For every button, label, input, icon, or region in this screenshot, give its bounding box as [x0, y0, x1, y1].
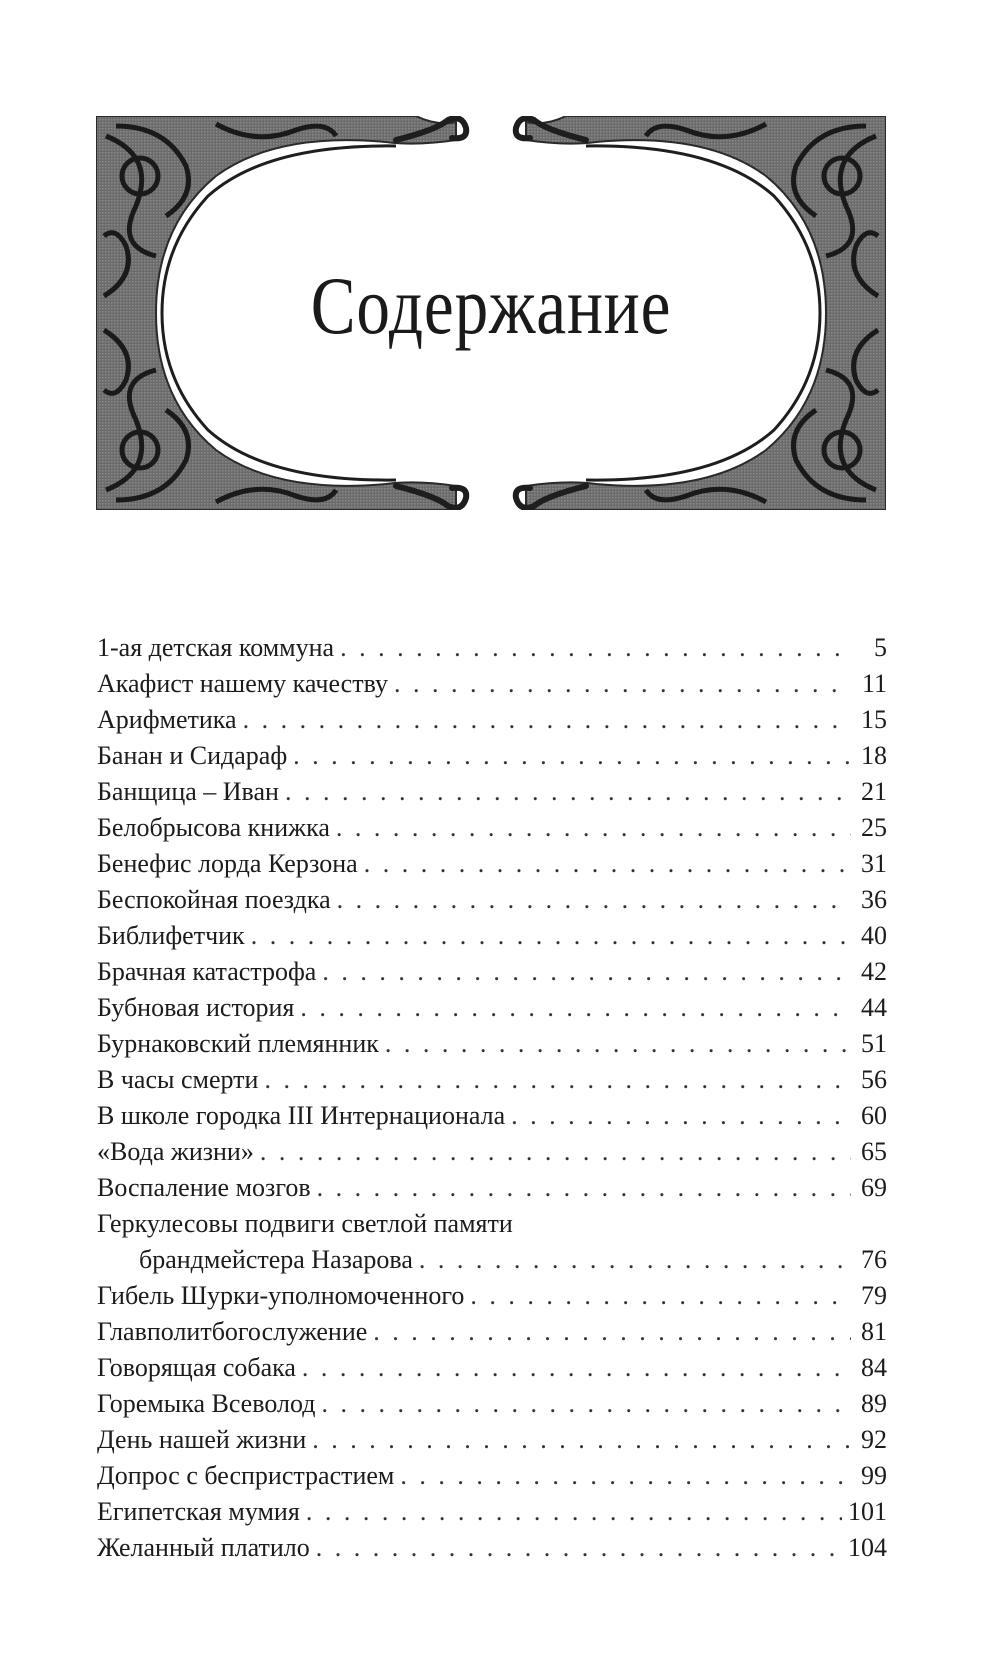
dot-leader [419, 1242, 851, 1278]
toc-entry-title: Главполитбогослужение [97, 1317, 368, 1346]
toc-entry-page-number: 51 [861, 1029, 887, 1058]
toc-entry [97, 702, 887, 738]
toc-entry [97, 666, 887, 702]
dot-leader [340, 630, 851, 666]
toc-entry-title: Горемыка Всеволод [97, 1389, 316, 1418]
dot-leader [316, 1530, 842, 1566]
toc-entry-page-number: 56 [861, 1065, 887, 1094]
dot-leader [264, 1062, 851, 1098]
toc-entry [97, 1350, 887, 1386]
dot-leader [511, 1098, 851, 1134]
toc-entry-title: Арифметика [97, 705, 237, 734]
toc-entry-title-continuation: брандмейстера Назарова [139, 1245, 413, 1274]
dot-leader [300, 990, 851, 1026]
toc-entry [97, 1170, 887, 1206]
toc-entry-title: Белобрысова книжка [97, 813, 330, 842]
toc-entry-page-number: 99 [861, 1461, 887, 1490]
dot-leader [306, 1494, 842, 1530]
toc-entry-page-number: 92 [861, 1425, 887, 1454]
dot-leader [302, 1350, 851, 1386]
toc-entry-page-number: 89 [861, 1389, 887, 1418]
toc-entry-continuation [97, 1242, 887, 1278]
toc-entry-page-number: 40 [861, 921, 887, 950]
toc-entry-title: Гибель Шурки-уполномоченного [97, 1281, 465, 1310]
toc-entry-page-number: 104 [848, 1533, 887, 1562]
toc-entry-page-number: 36 [861, 885, 887, 914]
toc-entry-page-number: 69 [861, 1173, 887, 1202]
toc-entry-title: Банан и Сидараф [97, 741, 288, 770]
toc-entry-title: В часы смерти [97, 1065, 259, 1094]
toc-entry-page-number: 79 [861, 1281, 887, 1310]
toc-entry [97, 1206, 887, 1242]
toc-entry [97, 1314, 887, 1350]
toc-entry-page-number: 42 [861, 957, 887, 986]
toc-entry-page-number: 5 [874, 633, 887, 662]
toc-entry [97, 1386, 887, 1422]
toc-entry-page-number: 101 [848, 1497, 887, 1526]
toc-entry [97, 738, 887, 774]
toc-entry-title: Допрос с беспристрастием [97, 1461, 395, 1490]
dot-leader [322, 954, 851, 990]
toc-entry-title: Библифетчик [97, 921, 245, 950]
dot-leader [317, 1170, 851, 1206]
toc-entry-page-number: 25 [861, 813, 887, 842]
dot-leader [251, 918, 851, 954]
toc-entry-page-number: 21 [861, 777, 887, 806]
dot-leader [337, 882, 851, 918]
toc-entry-title: Бубновая история [97, 993, 295, 1022]
dot-leader [321, 1386, 851, 1422]
toc-entry [97, 1278, 887, 1314]
toc-entry-page-number: 76 [861, 1245, 887, 1274]
toc-entry-page-number: 84 [861, 1353, 887, 1382]
toc-entry [97, 1134, 887, 1170]
dot-leader [336, 810, 851, 846]
toc-entry-title: Бенефис лорда Керзона [97, 849, 358, 878]
toc-entry [97, 1530, 887, 1566]
toc-entry-title: День нашей жизни [97, 1425, 307, 1454]
dot-leader [400, 1458, 851, 1494]
toc-entry [97, 1422, 887, 1458]
toc-entry [97, 918, 887, 954]
toc-entry [97, 1062, 887, 1098]
toc-entry-title: Брачная катастрофа [97, 957, 317, 986]
dot-leader [373, 1314, 851, 1350]
toc-entry-page-number: 81 [861, 1317, 887, 1346]
toc-entry [97, 810, 887, 846]
dot-leader [260, 1134, 851, 1170]
toc-entry-title: «Вода жизни» [97, 1137, 254, 1166]
toc-entry-title: Банщица – Иван [97, 777, 279, 806]
toc-entry-title: Желанный платило [97, 1533, 310, 1562]
toc-entry-page-number: 31 [861, 849, 887, 878]
toc-entry [97, 774, 887, 810]
toc-entry-page-number: 15 [861, 705, 887, 734]
table-of-contents [97, 630, 887, 1566]
dot-leader [394, 666, 851, 702]
toc-entry [97, 882, 887, 918]
dot-leader [470, 1278, 851, 1314]
toc-entry-page-number: 65 [861, 1137, 887, 1166]
toc-entry-title: Воспаление мозгов [97, 1173, 311, 1202]
toc-entry [97, 1026, 887, 1062]
toc-entry [97, 630, 887, 666]
toc-entry-page-number: 11 [861, 669, 887, 698]
dot-leader [385, 1026, 851, 1062]
toc-entry-title: Бурнаковский племянник [97, 1029, 379, 1058]
toc-entry-title: Беспокойная поездка [97, 885, 331, 914]
dot-leader [243, 702, 851, 738]
toc-entry-title: Акафист нашему качеству [97, 669, 388, 698]
toc-entry-title: Говорящая собака [97, 1353, 296, 1382]
toc-entry-title: В школе городка III Интернационала [97, 1101, 506, 1130]
toc-entry [97, 1458, 887, 1494]
dot-leader [364, 846, 851, 882]
dot-leader [293, 738, 851, 774]
page-title: Содержание [310, 260, 672, 351]
toc-entry-page-number: 60 [861, 1101, 887, 1130]
toc-entry-title: Египетская мумия [97, 1497, 300, 1526]
toc-entry [97, 1494, 887, 1530]
dot-leader [285, 774, 851, 810]
toc-entry [97, 990, 887, 1026]
toc-entry [97, 846, 887, 882]
toc-entry-title: 1-ая детская коммуна [97, 633, 335, 662]
toc-entry-title: Геркулесовы подвиги светлой памяти [97, 1209, 513, 1238]
toc-entry-page-number: 44 [861, 993, 887, 1022]
toc-entry [97, 954, 887, 990]
dot-leader [312, 1422, 851, 1458]
toc-entry-page-number: 18 [861, 741, 887, 770]
toc-entry [97, 1098, 887, 1134]
